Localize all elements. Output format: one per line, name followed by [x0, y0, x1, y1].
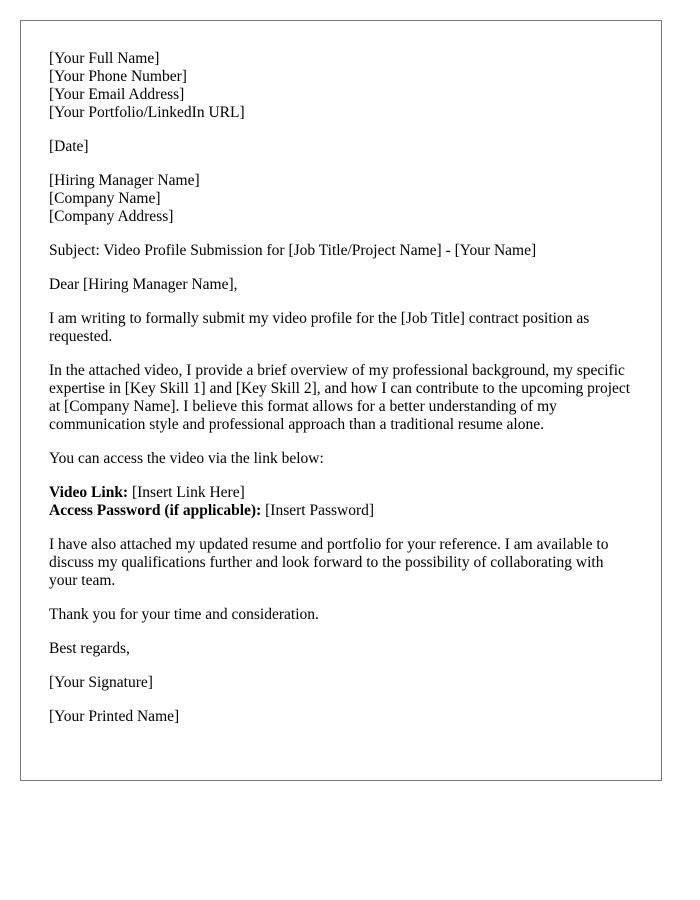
- access-details: [49, 484, 633, 520]
- recipient-address: [Company Address]: [49, 208, 174, 225]
- video-link-value: [Insert Link Here]: [128, 484, 245, 501]
- sender-full-name: [Your Full Name]: [49, 50, 160, 67]
- printed-name: [Your Printed Name]: [49, 708, 180, 725]
- body-paragraph-attachments: I have also attached my updated resume and portfolio for your reference. I am available to discuss my qualifications further and look forward to the possibility of collaborating with your team.: [49, 536, 609, 589]
- sender-phone: [Your Phone Number]: [49, 68, 187, 85]
- video-link-row: [49, 484, 633, 502]
- password-label: Access Password (if applicable):: [49, 502, 262, 519]
- body-paragraph-intro: I am writing to formally submit my video profile for the [Job Title] contract position as requested.: [49, 310, 590, 345]
- signature: [Your Signature]: [49, 674, 153, 691]
- recipient-block: [49, 172, 633, 226]
- body-paragraph-thanks: Thank you for your time and consideration.: [49, 606, 319, 623]
- sender-block: [49, 50, 633, 122]
- subject-line: Subject: Video Profile Submission for [Job Title/Project Name] - [Your Name]: [49, 242, 537, 259]
- sender-email: [Your Email Address]: [49, 86, 185, 103]
- sender-portfolio: [Your Portfolio/LinkedIn URL]: [49, 104, 245, 121]
- video-link-label: Video Link:: [49, 484, 129, 501]
- password-value: [Insert Password]: [261, 502, 375, 519]
- password-row: [49, 502, 633, 520]
- letter-page: [20, 20, 662, 781]
- body-paragraph-overview: In the attached video, I provide a brief overview of my professional background, my specific expertise in [Key Skill 1] and [Key Skill 2], and how I can contribute to the upcoming project at [Company Name]. I believe this format allows for a better understanding of my communication style and professional approach than a traditional resume alone.: [49, 362, 631, 433]
- closing: Best regards,: [49, 640, 130, 657]
- recipient-manager: [Hiring Manager Name]: [49, 172, 200, 189]
- body-paragraph-access: You can access the video via the link below:: [49, 450, 324, 467]
- recipient-company: [Company Name]: [49, 190, 161, 207]
- salutation: Dear [Hiring Manager Name],: [49, 276, 238, 293]
- letter-date: [Date]: [49, 138, 89, 155]
